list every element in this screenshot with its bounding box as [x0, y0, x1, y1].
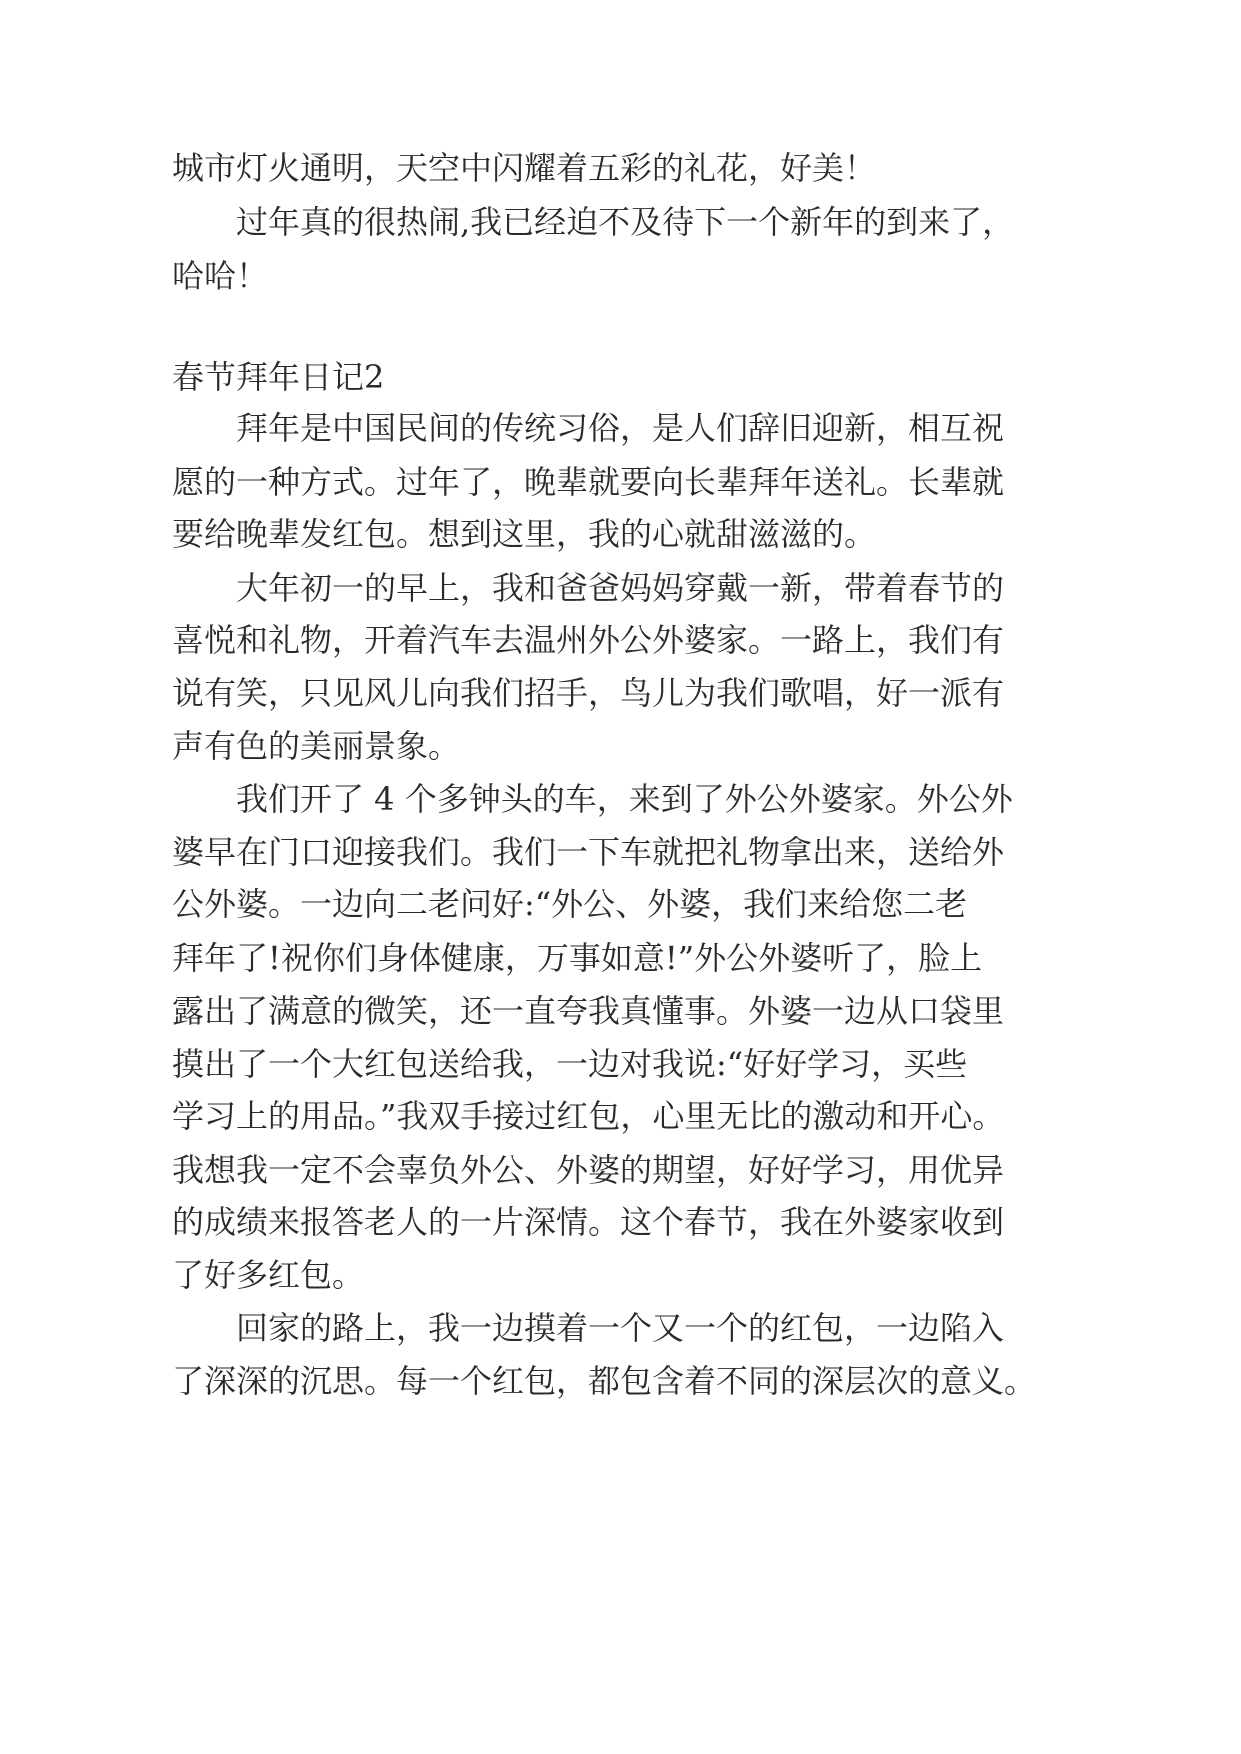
paragraph-line: 喜悦和礼物，开着汽车去温州外公外婆家。一路上，我们有: [172, 621, 1005, 659]
paragraph-line: 摸出了一个大红包送给我，一边对我说:“好好学习，买些: [172, 1045, 968, 1083]
paragraph-line: 回家的路上，我一边摸着一个又一个的红包，一边陷入: [236, 1309, 1005, 1347]
paragraph-line: 说有笑，只见风儿向我们招手，鸟儿为我们歌唱，好一派有: [172, 674, 1005, 712]
paragraph-line: 过年真的很热闹,我已经迫不及待下一个新年的到来了，: [236, 203, 1015, 241]
paragraph-line: 了好多红包。: [172, 1256, 365, 1294]
paragraph-line: 愿的一种方式。过年了，晚辈就要向长辈拜年送礼。长辈就: [172, 463, 1005, 501]
paragraph-line: 拜年了!祝你们身体健康，万事如意!”外公外婆听了，脸上: [172, 939, 983, 977]
paragraph-line: 露出了满意的微笑，还一直夸我真懂事。外婆一边从口袋里: [172, 992, 1005, 1030]
paragraph-line: 学习上的用品。”我双手接过红包，心里无比的激动和开心。: [172, 1097, 1005, 1135]
paragraph-line: 了深深的沉思。每一个红包，都包含着不同的深层次的意义。: [172, 1362, 1037, 1400]
section-title: 春节拜年日记2: [172, 358, 385, 396]
paragraph-line: 大年初一的早上，我和爸爸妈妈穿戴一新，带着春节的: [236, 569, 1005, 607]
paragraph-line: 我想我一定不会辜负外公、外婆的期望，好好学习，用优异: [172, 1151, 1005, 1189]
paragraph-line: 拜年是中国民间的传统习俗，是人们辞旧迎新，相互祝: [236, 409, 1005, 447]
paragraph-line: 声有色的美丽景象。: [172, 727, 461, 765]
paragraph-line: 城市灯火通明，天空中闪耀着五彩的礼花，好美！: [172, 149, 877, 187]
paragraph-line: 的成绩来报答老人的一片深情。这个春节，我在外婆家收到: [172, 1203, 1005, 1241]
paragraph-line: 婆早在门口迎接我们。我们一下车就把礼物拿出来，送给外: [172, 833, 1005, 871]
paragraph-line: 公外婆。一边向二老问好:“外公、外婆，我们来给您二老: [172, 885, 968, 923]
paragraph-line: 哈哈！: [172, 257, 269, 295]
paragraph-line: 我们开了 4 个多钟头的车，来到了外公外婆家。外公外: [236, 780, 1013, 818]
paragraph-line: 要给晚辈发红包。想到这里，我的心就甜滋滋的。: [172, 515, 877, 553]
